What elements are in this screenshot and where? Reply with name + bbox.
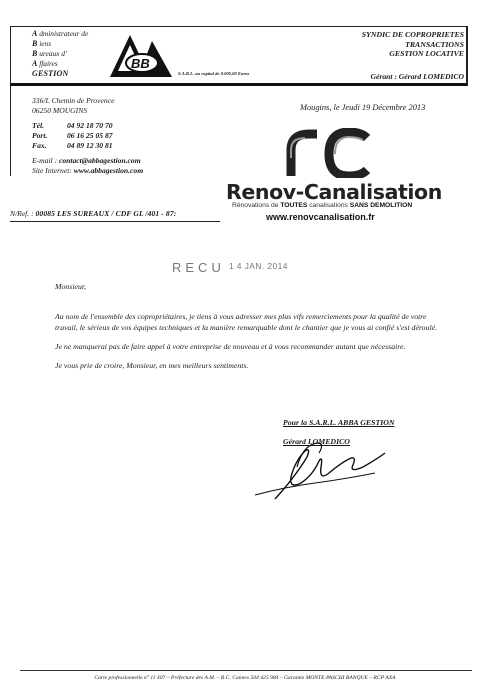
recipient-tagline: Rénovations de TOUTES canalisations SANS DEMOLITION: [232, 202, 413, 209]
acronym-line-3: B ureaux d': [32, 49, 67, 58]
svg-text:BB: BB: [131, 56, 150, 71]
website-link[interactable]: www.abbagestion.com: [73, 166, 144, 175]
footer-rule: [20, 670, 472, 671]
gerant-name: Gérant : Gérard LOMEDICO: [370, 72, 464, 81]
letter-date: Mougins, le Jeudi 19 Décembre 2013: [300, 103, 426, 112]
service-transactions: TRANSACTIONS: [405, 39, 464, 49]
mobile-row: Port. 06 16 25 05 87: [32, 131, 113, 140]
services-list: [362, 30, 464, 59]
renov-canalisation-logo-icon: [283, 128, 373, 178]
site-row: Site Internet: www.abbagestion.com: [32, 166, 144, 175]
company-acronym: [32, 29, 88, 79]
signoff-name: Gérard LOMEDICO: [283, 437, 350, 446]
email-link[interactable]: contact@abbagestion.com: [59, 156, 141, 165]
fax-row: Fax. 04 89 12 30 81: [32, 141, 113, 150]
service-gestion-locative: GESTION LOCATIVE: [389, 49, 464, 58]
reference-rule: [10, 221, 220, 222]
address-line-2: 06250 MOUGINS: [32, 106, 88, 115]
email-row: E-mail : contact@abbagestion.com: [32, 156, 141, 165]
paragraph-recommend: Je ne manquerai pas de faire appel à votre entreprise de nouveau et à vous recommander autant que nécessaire.: [55, 342, 406, 351]
paragraph-closing: Je vous prie de croire, Monsieur, en mes meilleurs sentiments.: [55, 361, 249, 370]
recipient-brand-name: Renov-Canalisation: [226, 180, 442, 204]
signoff-company: Pour la S.A.R.L. ABBA GESTION: [283, 418, 395, 427]
paragraph-thanks: Au nom de l'ensemble des copropriétaires, je tiens à vous adresser mes plus vifs remerciements pour la qualité de votre travail, le sérieux de vos équipes techniques et la manière remarquable dont le chantier que je vous ai confié s'est déroulé.: [55, 312, 438, 332]
acronym-line-1: A dministrateur de: [32, 29, 89, 38]
legal-capital: S.A.R.L. au capital de 8.000,00 Euros: [178, 71, 250, 76]
salutation: Monsieur,: [55, 282, 86, 291]
contact-block: [32, 96, 143, 176]
acronym-gestion: GESTION: [32, 69, 69, 78]
abba-logo-icon: [108, 33, 174, 81]
recipient-website-link[interactable]: www.renovcanalisation.fr: [266, 212, 375, 222]
acronym-line-4: A ffaires: [32, 59, 58, 68]
footer-legal: Carte professionnelle n° 11 407 – Préfecture des A.M. – R.C. Cannes 504 425 984 – Garantie MONTE PASCHI BANQUE – RCP AXA: [94, 675, 396, 681]
letterhead-left-rule: [10, 86, 11, 176]
letter-body: [55, 311, 450, 371]
reference-line: N/Ref. : 00085 LES SUREAUX / CDF GL /401 - 87:: [10, 209, 177, 218]
handwritten-signature-icon: [245, 437, 405, 507]
service-syndic: SYNDIC DE COPROPRIETES: [361, 30, 464, 39]
phone-row: Tél. 04 92 18 70 70: [32, 121, 113, 130]
address-line-1: 336/L Chemin de Provence: [32, 96, 115, 105]
acronym-line-2: B iens: [32, 39, 52, 48]
received-stamp: RECU $^{1 4 JAN. 2014}$: [172, 260, 288, 275]
